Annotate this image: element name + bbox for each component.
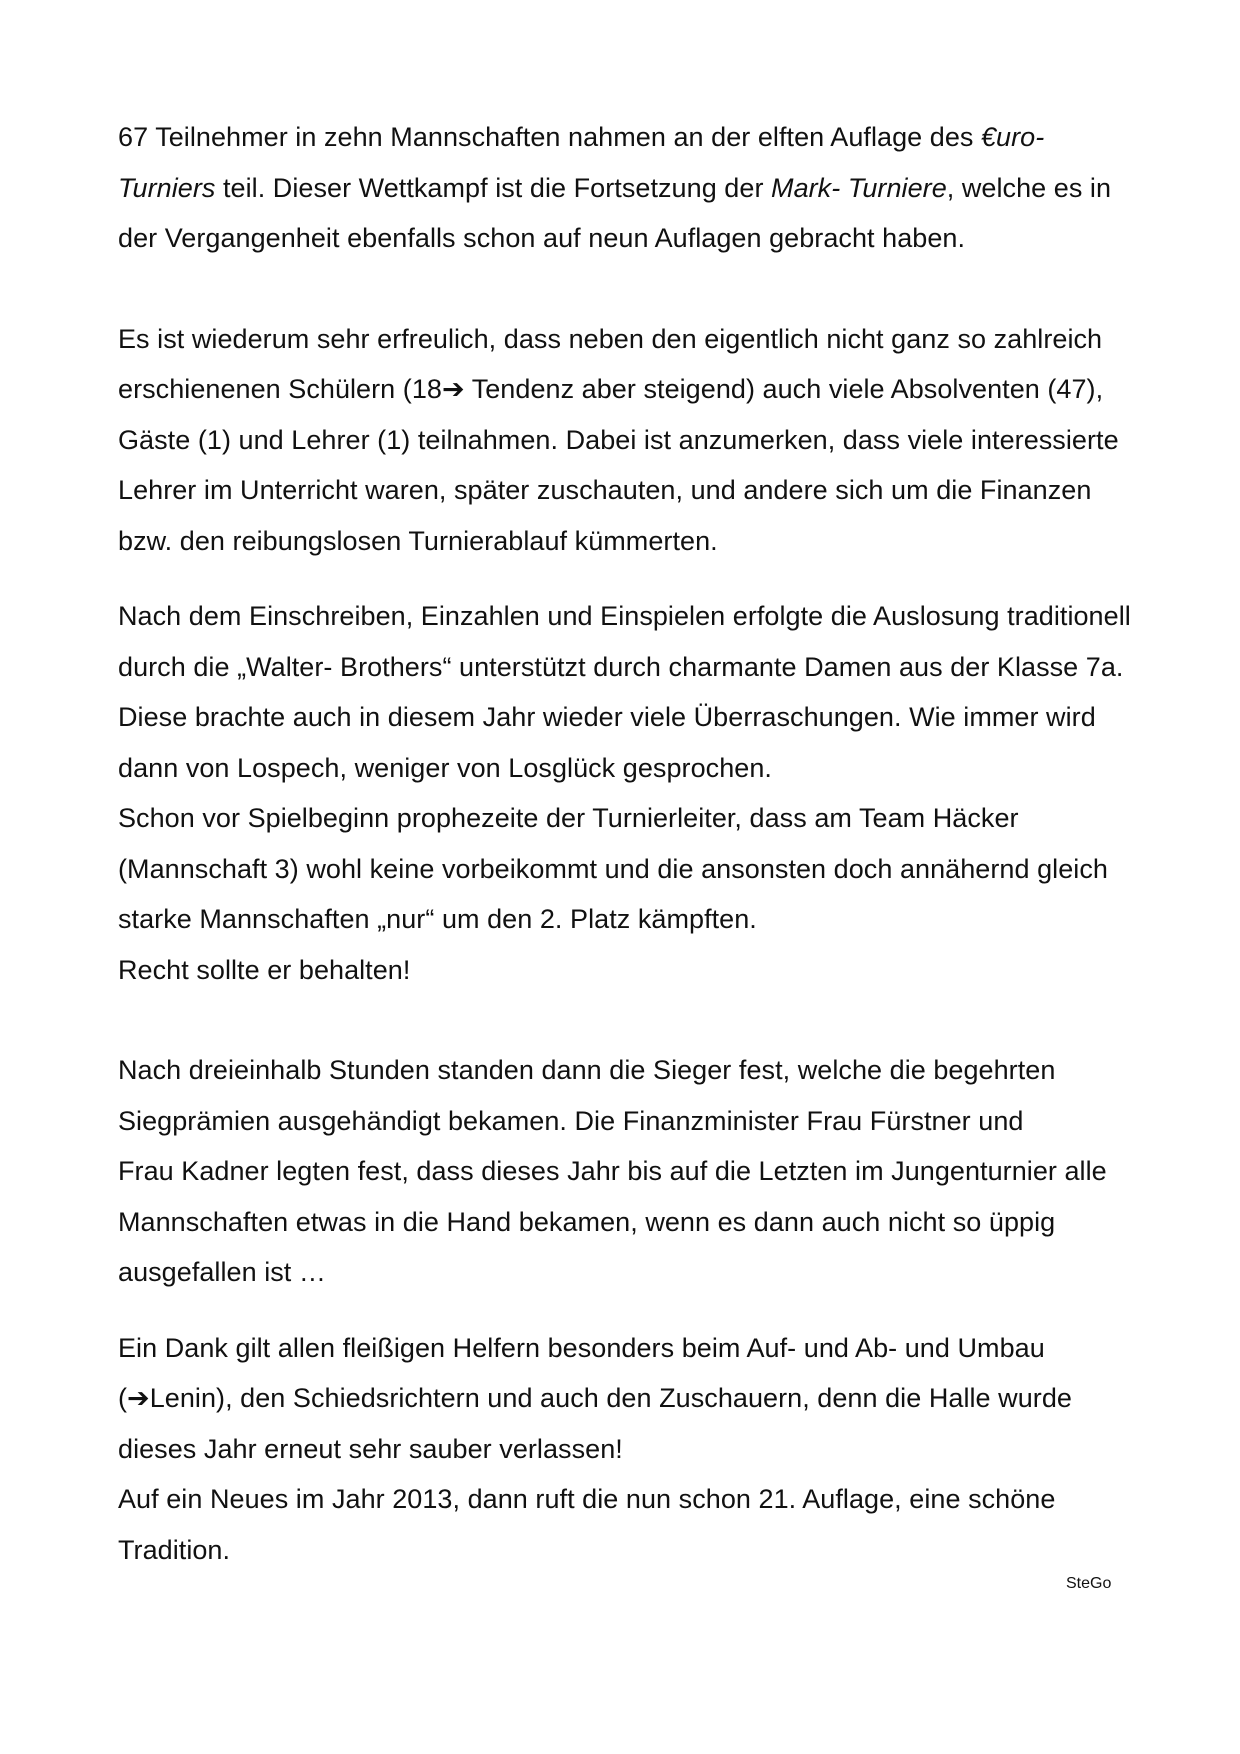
paragraph-spacer [118, 264, 1208, 314]
author-signature: SteGo [1066, 1575, 1112, 1592]
text-line: Schon vor Spielbeginn prophezeite der Turnierleiter, dass am Team Häcker [118, 803, 1019, 833]
paragraph-spacer [118, 995, 1208, 1045]
text-line: (Mannschaft 3) wohl keine vorbeikommt und die ansonsten doch annähernd gleich [118, 853, 1108, 884]
text-line: der Vergangenheit ebenfalls schon auf neun Auflagen gebracht haben. [118, 223, 966, 253]
paragraph-spacer [118, 1298, 1208, 1323]
tournament-name-turniers: Turniers [118, 172, 216, 203]
text-line: Nach dem Einschreiben, Einzahlen und Einspielen erfolgte die Auslosung traditionell [118, 601, 1131, 631]
text-segment: 67 Teilnehmer in zehn Mannschaften nahmen an der elften Auflage des [118, 122, 981, 152]
paragraph-winners [118, 1045, 1208, 1298]
paragraph-spacer [118, 566, 1208, 591]
document-body [118, 112, 1208, 1575]
text-line: bzw. den reibungslosen Turnierablauf kümmerten. [118, 525, 718, 556]
text-segment: , welche es in [946, 172, 1112, 203]
text-line: starke Mannschaften „nur“ um den 2. Platz kämpften. [118, 904, 757, 934]
text-line: dieses Jahr erneut sehr sauber verlassen! [118, 1433, 623, 1464]
text-line: durch die „Walter- Brothers“ unterstützt durch charmante Damen aus der Klasse 7a. [118, 651, 1124, 682]
text-line [118, 163, 1208, 214]
paragraph-intro [118, 112, 1208, 264]
text-line: Siegprämien ausgehändigt bekamen. Die Finanzminister Frau Fürstner und [118, 1105, 1024, 1136]
text-line: Mannschaften etwas in die Hand bekamen, wenn es dann auch nicht so üppig [118, 1206, 1056, 1237]
tournament-name-mark: Mark- Turniere [771, 172, 947, 203]
paragraph-participants [118, 314, 1208, 567]
text-line: Nach dreieinhalb Stunden standen dann die Sieger fest, welche die begehrten [118, 1055, 1056, 1085]
text-line: Tradition. [118, 1534, 231, 1565]
text-line: Recht sollte er behalten! [118, 954, 411, 985]
text-line: Auf ein Neues im Jahr 2013, dann ruft die nun schon 21. Auflage, eine schöne [118, 1484, 1056, 1514]
text-line: ausgefallen ist … [118, 1257, 326, 1287]
text-line: (➔Lenin), den Schiedsrichtern und auch den Zuschauern, denn die Halle wurde [118, 1383, 1072, 1413]
text-line: erschienenen Schülern (18➔ Tendenz aber steigend) auch viele Absolventen (47), [118, 374, 1104, 404]
paragraph-thanks [118, 1323, 1208, 1576]
text-line: dann von Lospech, weniger von Losglück gesprochen. [118, 752, 772, 783]
tournament-name-euro: €uro- [980, 122, 1045, 152]
text-line [118, 112, 1208, 163]
text-line: Diese brachte auch in diesem Jahr wieder viele Überraschungen. Wie immer wird [118, 702, 1096, 732]
text-line: Lehrer im Unterricht waren, später zuschauten, und andere sich um die Finanzen [118, 475, 1092, 505]
text-line: Ein Dank gilt allen fleißigen Helfern besonders beim Auf- und Ab- und Umbau [118, 1332, 1045, 1363]
text-line: Frau Kadner legten fest, dass dieses Jahr bis auf die Letzten im Jungenturnier alle [118, 1156, 1107, 1186]
paragraph-draw [118, 591, 1208, 995]
text-segment: teil. Dieser Wettkampf ist die Fortsetzung der [215, 172, 772, 203]
text-line: Es ist wiederum sehr erfreulich, dass neben den eigentlich nicht ganz so zahlreich [118, 323, 1103, 354]
text-line: Gäste (1) und Lehrer (1) teilnahmen. Dabei ist anzumerken, dass viele interessierte [118, 424, 1119, 455]
